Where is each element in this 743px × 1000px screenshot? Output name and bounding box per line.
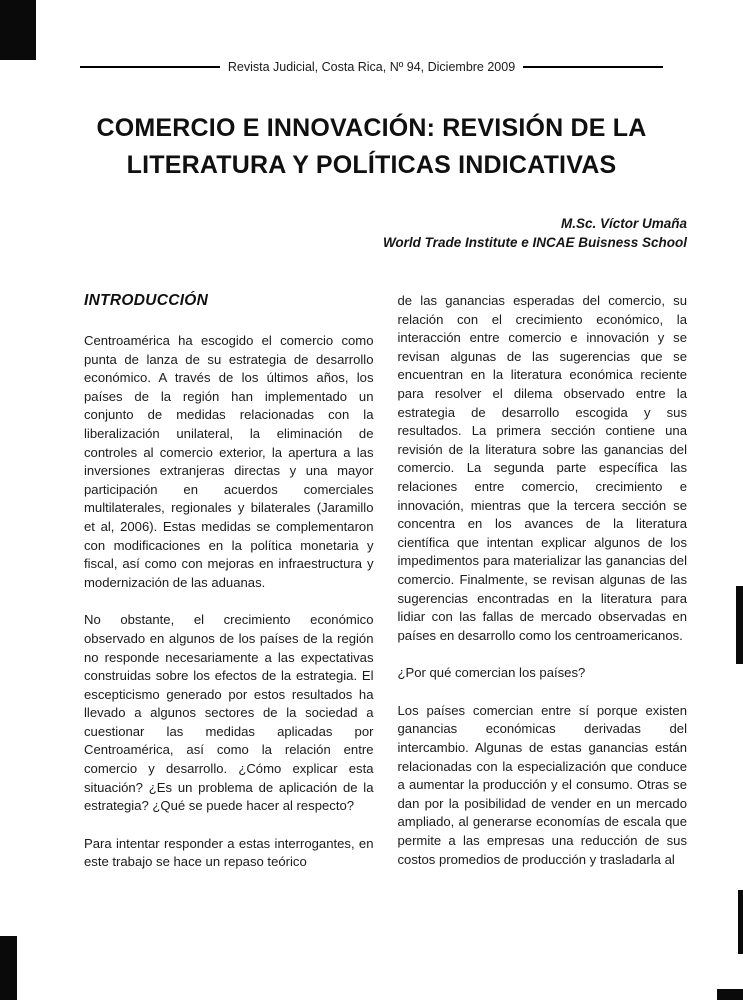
author-name: M.Sc. Víctor Umaña — [560, 216, 687, 231]
header-rule-left — [80, 66, 220, 68]
page-header — [80, 60, 663, 74]
author-block — [383, 214, 687, 252]
section-heading-introduccion: INTRODUCCIÓN — [84, 292, 209, 309]
scan-artifact-right-lower — [738, 890, 743, 954]
scan-artifact-right-middle — [736, 586, 743, 664]
author-affiliation: World Trade Institute e INCAE Buisness School — [382, 235, 687, 250]
paragraph: Centroamérica ha escogido el comercio como punta de lanza de su estrategia de desarrollo económico. A través de los últimos años, los países de la región han implementado un conjunto de medidas relacionadas con la liberalización unilateral, la eliminación de controles al comercio exterior, la apertura a las inversiones extranjeras directas y una mayor participación en acuerdos comerciales multilaterales, regionales y bilaterales (Jaramillo et al, 2006). Estas medidas se complementaron con modificaciones en la política monetaria y fiscal, así como con mejoras en infraestructura y modernización de las aduanas. — [84, 333, 374, 590]
left-column — [84, 292, 374, 872]
right-column — [398, 292, 688, 872]
scan-artifact-bottom-left — [0, 936, 17, 1000]
paragraph: No obstante, el crecimiento económico observado en algunos de los países de la región no responde necesariamente a las expectativas construidas sobre los efectos de la estrategia. El escepticismo generado por estos resultados ha llevado a algunos sectores de la sociedad a cuestionar las medidas aplicadas por Centroamérica, así como la relación entre comercio y desarrollo. ¿Cómo explicar esta situación? ¿Es un problema de aplicación de la estrategia? ¿Qué se puede hacer al respecto? — [84, 612, 374, 814]
scan-artifact-top-left — [0, 0, 36, 60]
header-rule-right — [523, 66, 663, 68]
article-body — [84, 292, 687, 872]
scan-artifact-bottom-right — [717, 989, 743, 1000]
article-title-line-1: COMERCIO E INNOVACIÓN: REVISIÓN DE LA — [96, 114, 647, 142]
paragraph: Para intentar responder a estas interrogantes, en este trabajo se hace un repaso teórico — [84, 835, 374, 870]
article-title-line-2: LITERATURA Y POLÍTICAS INDICATIVAS — [126, 151, 617, 179]
section-question: ¿Por qué comercian los países? — [397, 665, 586, 681]
journal-header-text: Revista Judicial, Costa Rica, Nº 94, Diciembre 2009 — [227, 60, 516, 74]
paragraph: de las ganancias esperadas del comercio, su relación con el crecimiento económico, la interacción entre comercio e innovación y se revisan algunas de las sugerencias que se encuentran en la literatura económica reciente para resolver el dilema observado entre la estrategia de desarrollo escogida y sus resultados. La primera sección contiene una revisión de la literatura sobre las ganancias del comercio. La segunda parte específica las relaciones entre comercio, crecimiento e innovación, mientras que la tercera sección se concentra en los avances de la literatura científica que intentan explicar algunos de los impedimentos para materializar las ganancias del comercio. Finalmente, se revisan algunas de las sugerencias encontradas en la literatura para lidiar con las fallas de mercado observadas en países en desarrollo como los centroamericanos. — [397, 293, 687, 643]
article-title — [40, 110, 703, 184]
paragraph: Los países comercian entre sí porque existen ganancias económicas derivadas del intercambio. Algunas de estas ganancias están relacionadas con la especialización que conduce a aumentar la producción y el consumo. Otras se dan por la posibilidad de vender en un mercado ampliado, al generarse economías de escala que permite a las empresas una reducción de sus costos promedios de producción y trasladarla al — [397, 702, 687, 867]
